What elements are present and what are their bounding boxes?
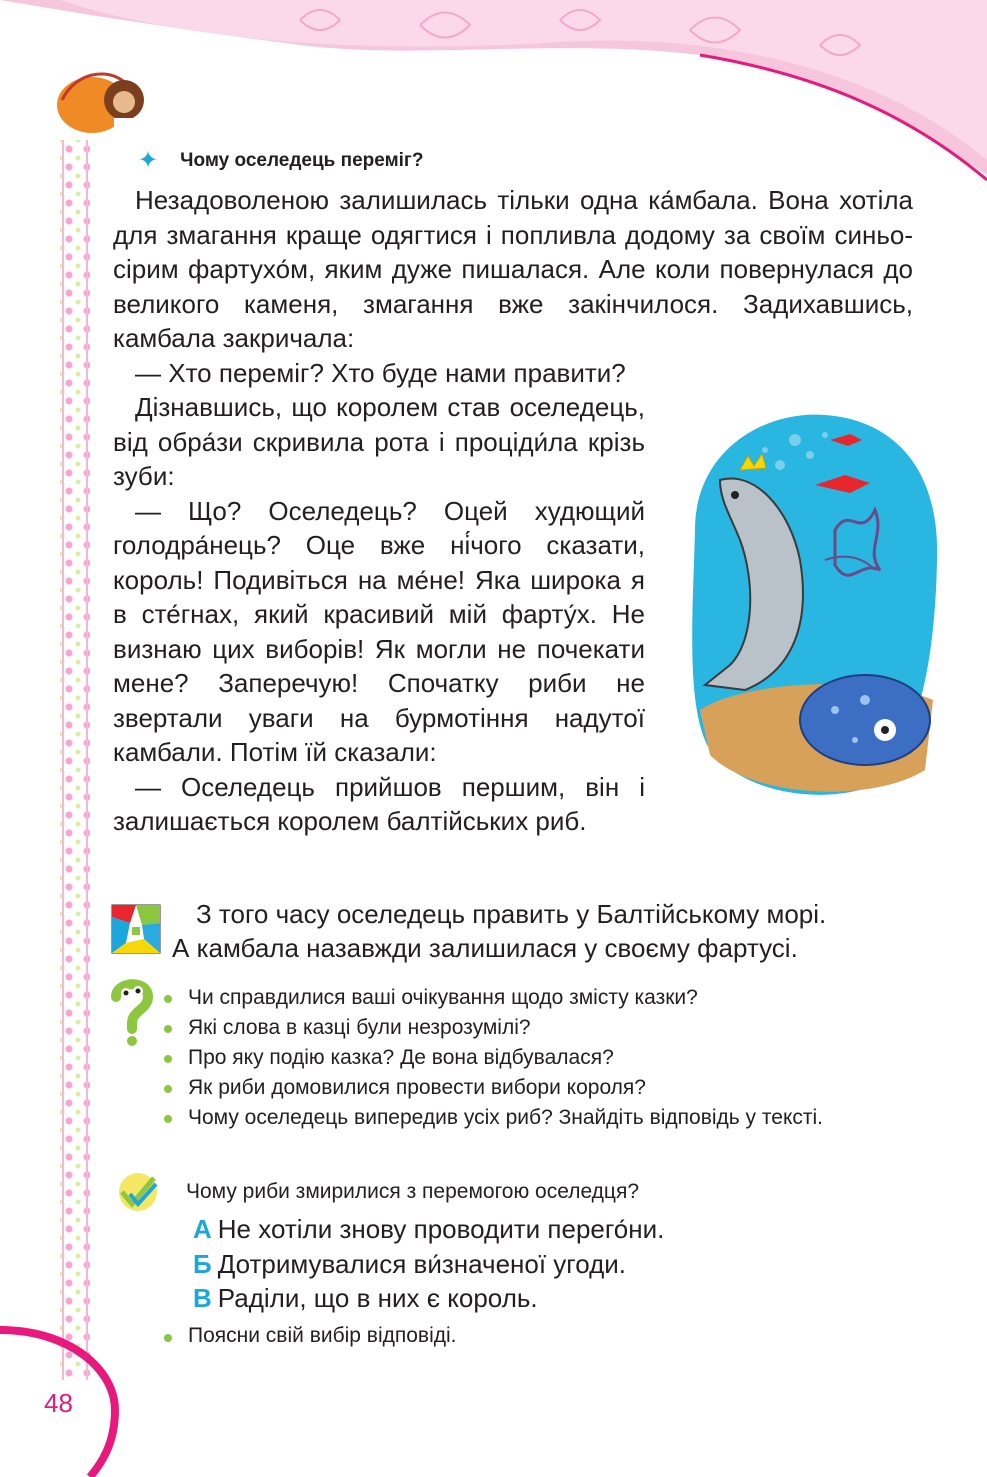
question-item: Про яку подію казка? Де вона відбувалася? (162, 1043, 922, 1073)
check-icon (114, 1172, 162, 1212)
quiz-option (193, 1212, 664, 1247)
heading-text: Чому оселедець переміг? (180, 149, 424, 171)
herring-king-illustration (675, 410, 945, 795)
story-paragraph: Дізнавшись, що королем став оселедець, від обра́зи скривила рота і проціди́ла крізь зуби: (113, 392, 645, 491)
question-item: Чому оселедець випередив усіх риб? Знайдіть відповідь у тексті. (162, 1103, 922, 1133)
quiz-option (193, 1281, 664, 1316)
question-item: Як риби домовилися провести вибори короля? (162, 1073, 922, 1103)
question-item: Які слова в казці були незрозумілі? (162, 1013, 922, 1043)
moral-line: А камбала назавжди залишилася у своєму фартусі. (172, 933, 798, 963)
option-letter: В (193, 1283, 212, 1313)
quiz-option (193, 1247, 664, 1282)
decorative-border (60, 140, 90, 1380)
story-paragraph: Незадоволеною залишилась тільки одна ка́мбала. Вона хотіла для змагання краще одягтися і попливла додому за своїм синьо-сірим фартухо́м, яким дуже пишалася. Але коли повернулася до великого каменя, змагання вже закінчилося. Задихавшись, камбала закричала: (113, 185, 913, 353)
section-heading (138, 146, 423, 175)
question-mark-icon (102, 975, 160, 1047)
explain-prompt: Поясни свій вибір відповіді. (162, 1324, 457, 1348)
star-icon: ✦ (138, 147, 159, 174)
option-text: Не хотіли знову проводити перего́ни. (217, 1214, 665, 1244)
story-paragraph: — Що? Оселедець? Оцей худющий голодра́нець? Оце вже ні́чого сказати, король! Подивіться на ме́не! Яка широка я в сте́гнах, який красивий мій фарту́х. Не визнаю цих виборів! Як могли не почекати мене? Заперечую! Спочатку риби не звертали уваги на бурмотіння надутої камбали. Потім їй сказали: (113, 495, 645, 767)
moral-line: З того часу оселедець править у Балтійському морі. (196, 899, 827, 929)
questions-list (162, 983, 922, 1133)
story-paragraph: — Оселедець прийшов першим, він і залишається королем балтійських риб. (113, 771, 645, 836)
story-paragraph: — Хто переміг? Хто буде нами правити? (135, 357, 626, 388)
option-letter: Б (193, 1248, 212, 1279)
option-letter: А (193, 1214, 212, 1244)
option-text: Дотримувалися ви́значеної угоди. (217, 1248, 627, 1279)
page-number: 48 (44, 1388, 73, 1418)
puzzle-cube-icon (110, 903, 162, 955)
lion-icon (52, 60, 152, 140)
quiz-options (193, 1212, 664, 1316)
quiz-question: Чому риби змирилися з перемогою оселедця? (186, 1180, 639, 1203)
option-text: Раділи, що в них є король. (217, 1283, 538, 1313)
moral-block (110, 897, 930, 965)
question-item: Чи справдилися ваші очікування щодо змісту казки? (162, 983, 922, 1013)
